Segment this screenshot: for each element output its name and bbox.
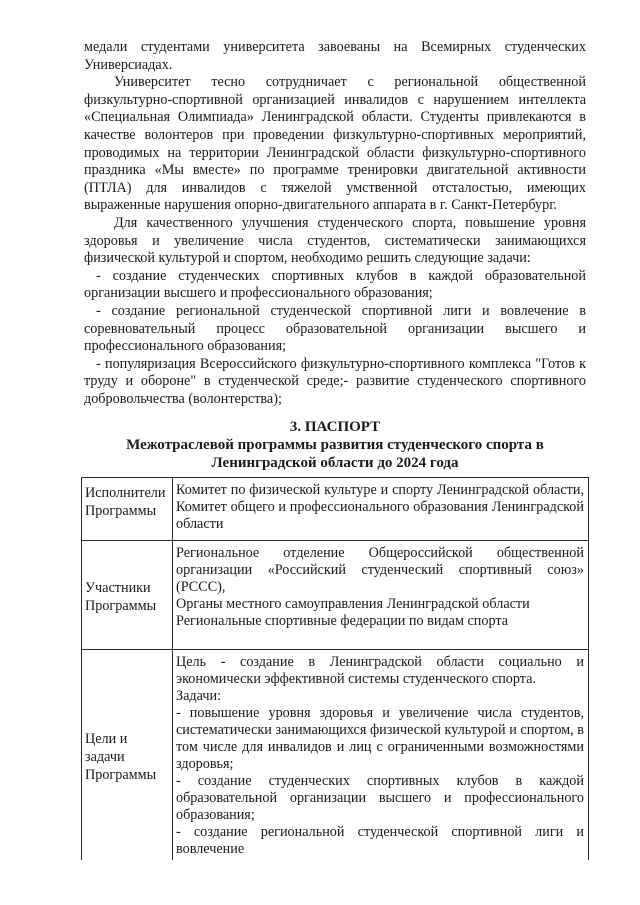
content-line: Региональное отделение Общероссийской общественной организации «Российский студенческий спортивный союз» (РССС),	[176, 545, 584, 595]
content-line: Комитет по физической культуре и спорту Ленинградской области, Комитет общего и профессионального образования Ленинградской области	[176, 482, 584, 532]
row-content-cell	[173, 541, 589, 650]
table-row	[82, 478, 589, 541]
task-item-gto: - популяризация Всероссийского физкультурно-спортивного комплекса "Готов к труду и обороне" в студенческой среде;- развитие студенческого спортивного добровольчества (волонтерства);	[84, 355, 586, 407]
content-line: Задачи:	[176, 688, 222, 704]
row-label-line: Цели и	[85, 731, 128, 747]
row-content-cell	[173, 478, 589, 541]
content-line: Цель - создание в Ленинградской области социально и экономически эффективной системы студенческого спорта.	[176, 654, 584, 687]
row-content-cell	[173, 650, 589, 861]
table-row	[82, 650, 589, 861]
subtitle-line-2: Ленинградской области до 2024 года	[211, 455, 459, 471]
section-subtitle	[84, 436, 586, 472]
row-label-cell	[82, 650, 173, 861]
row-label-cell	[82, 541, 173, 650]
row-label-line: Программы	[85, 503, 157, 519]
row-label-line: Программы	[85, 598, 157, 614]
content-line: - создание региональной студенческой спортивной лиги и вовлечение	[176, 824, 584, 857]
task-item-league: - создание региональной студенческой спортивной лиги и вовлечение в соревновательный процесс образовательной организации высшего и профессионального образования;	[84, 302, 586, 355]
passport-table	[81, 477, 589, 860]
content-line: - повышение уровня здоровья и увеличение числа студентов, систематически занимающихся физической культурой и спортом, в том числе для инвалидов и лиц с ограниченными возможностями здоровья;	[176, 705, 584, 772]
row-label-line: Программы	[85, 767, 157, 783]
paragraph-continuation: медали студентами университета завоеваны на Всемирных студенческих Универсиадах.	[84, 39, 586, 73]
task-item-clubs: - создание студенческих спортивных клубов в каждой образовательной организации высшего и профессионального образования;	[84, 267, 586, 302]
section-heading: 3. ПАСПОРТ	[289, 419, 381, 435]
intro-text	[84, 39, 586, 408]
subtitle-line-1: Межотраслевой программы развития студенческого спорта в	[126, 437, 544, 453]
content-line: Региональные спортивные федерации по видам спорта	[176, 613, 509, 629]
row-label-line: Участники	[85, 580, 151, 596]
content-line: Органы местного самоуправления Ленинградской области	[176, 596, 530, 612]
content-line: - создание студенческих спортивных клубов в каждой образовательной организации высшего и профессионального образования;	[176, 773, 584, 823]
row-label-cell	[82, 478, 173, 541]
row-label-line: Исполнители	[85, 485, 166, 501]
paragraph-university-cooperation: Университет тесно сотрудничает с региональной общественной физкультурно-спортивной организацией инвалидов с нарушением интеллекта «Специальная Олимпиада» Ленинградской области. Студенты привлекаются в качестве волонтеров при проведении физкультурно-спортивных мероприятий, проводимых на территории Ленинградской области физкультурно-спортивного праздника «Мы вместе» по программе тренировки двигательной активности (ПТЛА) для инвалидов с тяжелой умственной отсталостью, имеющих выраженные нарушения опорно-двигательного аппарата в г. Санкт-Петербург.	[84, 74, 586, 214]
table-row	[82, 541, 589, 650]
row-label-line: задачи	[85, 749, 125, 765]
paragraph-tasks-intro: Для качественного улучшения студенческого спорта, повышение уровня здоровья и увеличение числа студентов, систематически занимающихся физической культурой и спортом, необходимо решить следующие задачи:	[84, 214, 586, 267]
